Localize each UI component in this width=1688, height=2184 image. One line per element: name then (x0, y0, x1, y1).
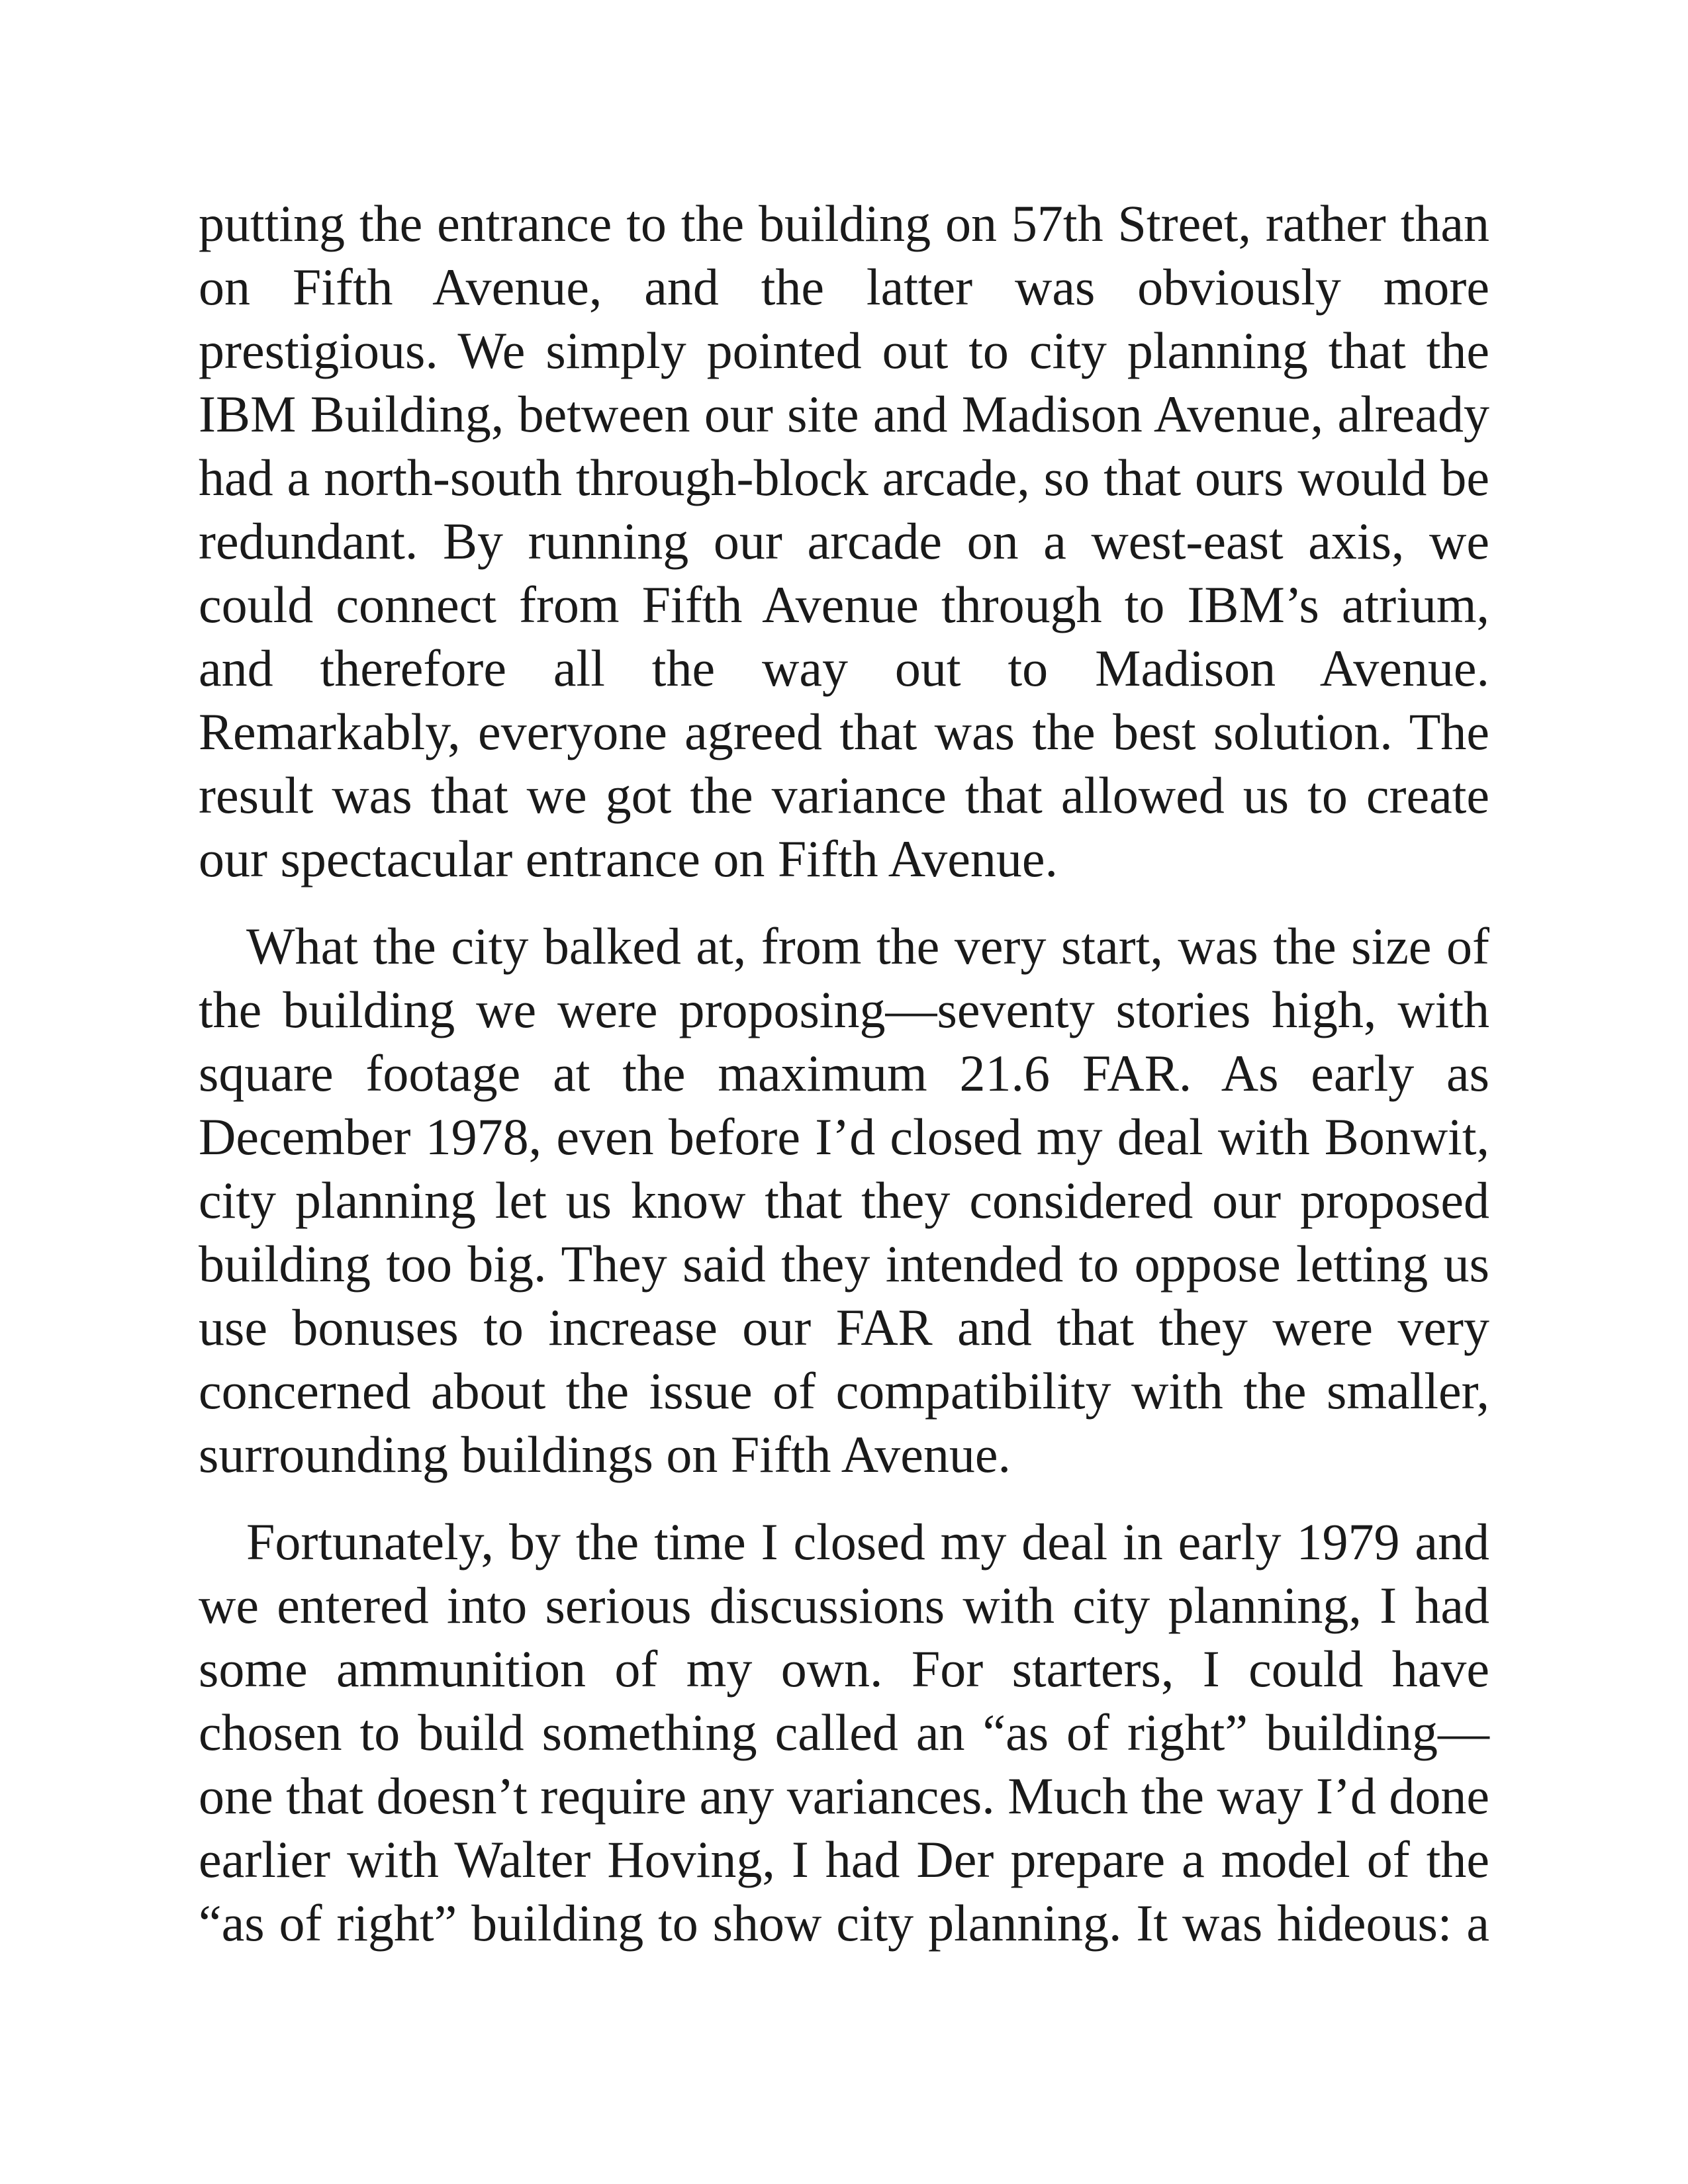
text-line: IBM Building, between our site and Madison Avenue, already (199, 385, 1489, 443)
paragraph-1 (199, 192, 1489, 891)
text-line: Fortunately, by the time I closed my deal in early 1979 and (246, 1513, 1489, 1570)
text-line: use bonuses to increase our FAR and that they were very (199, 1298, 1489, 1356)
text-line: one that doesn’t require any variances. Much the way I’d done (199, 1767, 1490, 1825)
text-line: and therefore all the way out to Madison Avenue. (199, 639, 1489, 697)
text-line: square footage at the maximum 21.6 FAR. As early as (199, 1044, 1489, 1102)
text-line: our spectacular entrance on Fifth Avenue. (199, 830, 1058, 887)
text-line: on Fifth Avenue, and the latter was obviously more (199, 258, 1489, 316)
text-line: December 1978, even before I’d closed my deal with Bonwit, (199, 1108, 1489, 1165)
text-line: putting the entrance to the building on 57th Street, rather than (199, 195, 1489, 252)
text-line: prestigious. We simply pointed out to city planning that the (199, 322, 1489, 379)
text-line: surrounding buildings on Fifth Avenue. (199, 1426, 1011, 1483)
paragraph-2 (199, 915, 1489, 1486)
text-line: earlier with Walter Hoving, I had Der prepare a model of the (199, 1831, 1489, 1888)
text-line: building too big. They said they intended to oppose letting us (199, 1235, 1489, 1293)
page-body (199, 192, 1489, 1979)
text-line: concerned about the issue of compatibility with the smaller, (199, 1362, 1489, 1420)
text-line: result was that we got the variance that allowed us to create (199, 766, 1489, 824)
text-line: some ammunition of my own. For starters, I could have (199, 1640, 1489, 1698)
text-line: chosen to build something called an “as of right” building— (199, 1704, 1489, 1761)
text-line: What the city balked at, from the very start, was the size of (246, 917, 1489, 975)
text-line: redundant. By running our arcade on a west-east axis, we (199, 512, 1489, 570)
text-line: we entered into serious discussions with city planning, I had (199, 1576, 1489, 1634)
text-line: the building we were proposing—seventy stories high, with (199, 981, 1489, 1038)
text-line: could connect from Fifth Avenue through to IBM’s atrium, (199, 576, 1489, 633)
text-line: city planning let us know that they considered our proposed (199, 1171, 1489, 1229)
text-line: “as of right” building to show city planning. It was hideous: a (199, 1894, 1489, 1952)
text-line: had a north-south through-block arcade, so that ours would be (199, 449, 1489, 506)
paragraph-3 (199, 1510, 1489, 1955)
text-line: Remarkably, everyone agreed that was the best solution. The (199, 703, 1489, 760)
